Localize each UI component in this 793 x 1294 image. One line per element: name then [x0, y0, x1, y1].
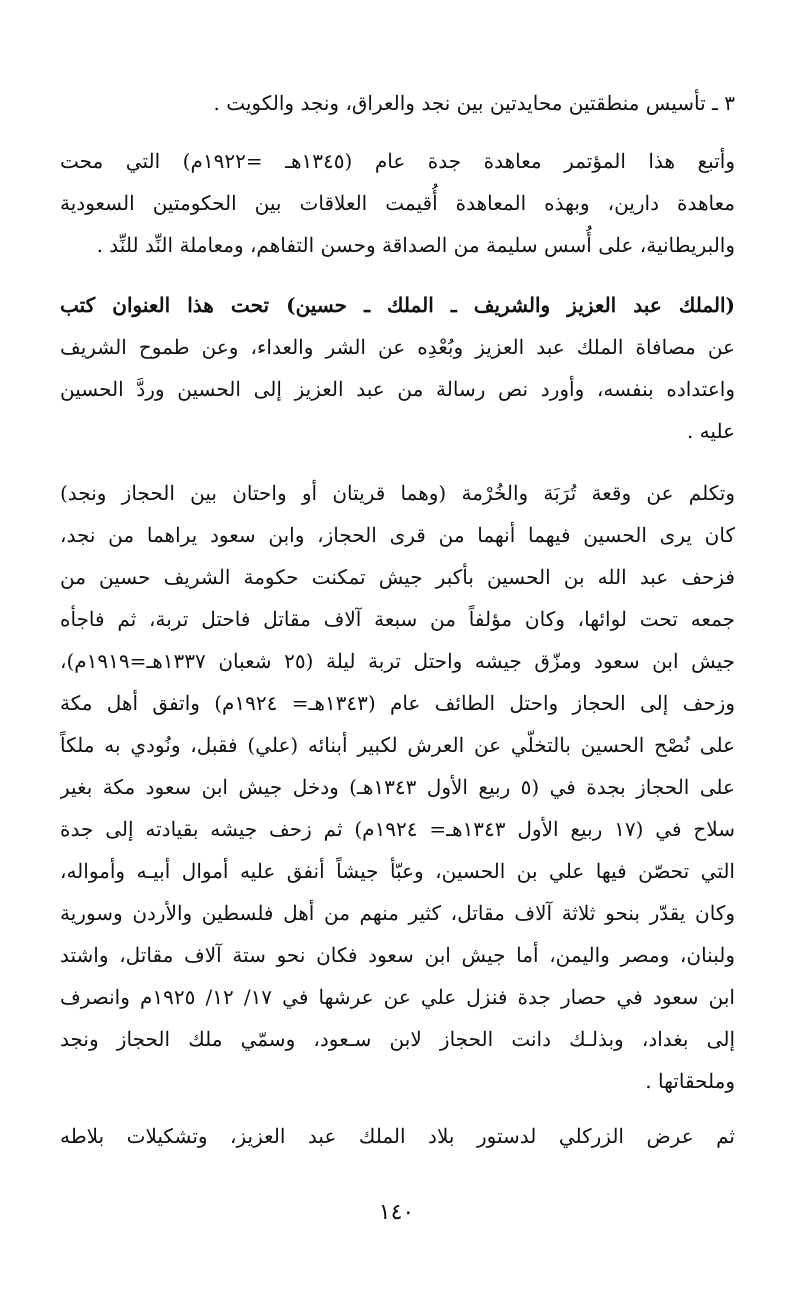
- text-line: ولبنان، ومصر واليمن، أما جيش ابن سعود فكان نحو ستة آلاف مقاتل، واشتد: [60, 943, 735, 967]
- paragraph-turaba-battle: [60, 472, 735, 1102]
- text-line: عليه .: [686, 419, 735, 443]
- text-line: وزحف إلى الحجاز واحتل الطائف عام (١٣٤٣هـ= ١٩٢٤م) واتفق أهل مكة: [60, 691, 735, 715]
- text-line: والبريطانية، على أُسس سليمة من الصداقة وحسن التفاهم، ومعاملة النِّد للنِّد .: [96, 233, 735, 257]
- text-line: على نُصْح الحسين بالتخلّي عن العرش لكبير أبنائه (علي) فقبل، ونُودي به ملكاً: [60, 733, 735, 757]
- text-line: واعتداده بنفسه، وأورد نص رسالة من عبد العزيز إلى الحسين وردَّ الحسين: [60, 377, 735, 401]
- text-line: كان يرى الحسين فيهما أنهما من قرى الحجاز، وابن سعود يراهما من نجد،: [60, 523, 735, 547]
- text-line: إلى بغداد، وبذلـك دانت الحجاز لابن سـعود، وسمّي ملك الحجاز ونجد: [60, 1027, 735, 1051]
- paragraph-constitution: [60, 1115, 735, 1157]
- text-line: عن مصافاة الملك عبد العزيز وبُعْدِه عن الشر والعداء، وعن طموح الشريف: [60, 335, 735, 359]
- text-line: ابن سعود في حصار جدة فنزل علي عن عرشها في ١٧/ ١٢/ ١٩٢٥م وانصرف: [60, 985, 735, 1009]
- text-line: وتكلم عن وقعة تُرَبَة والخُرْمة (وهما قريتان أو واحتان بين الحجاز ونجد): [60, 481, 735, 505]
- page-number: ١٤٠: [378, 1200, 415, 1225]
- paragraph-neutral-zones: [60, 82, 735, 124]
- text-line: (الملك عبد العزيز والشريف ـ الملك ـ حسين) تحت هذا العنوان كتب: [60, 293, 735, 317]
- text-line: التي تحصّن فيها علي بن الحسين، وعبّأ جيشاً أنفق عليه أموال أبيـه وأمواله،: [60, 859, 735, 883]
- text-line: جمعه تحت لوائها، وكان مؤلفاً من سبعة آلاف مقاتل فاحتل تربة، ثم فاجأه: [60, 607, 735, 631]
- paragraph-jeddah-treaty: [60, 140, 735, 266]
- text-line: على الحجاز بجدة في (٥ ربيع الأول ١٣٤٣هـ) ودخل جيش ابن سعود مكة بغير: [60, 775, 735, 799]
- paragraph-king-and-sharif: [60, 284, 735, 452]
- text-line: ٣ ـ تأسيس منطقتين محايدتين بين نجد والعراق، ونجد والكويت .: [213, 91, 735, 115]
- text-line: وكان يقدّر بنحو ثلاثة آلاف مقاتل، كثير منهم من أهل فلسطين والأردن وسورية: [60, 901, 735, 925]
- text-line: معاهدة دارين، وبهذه المعاهدة أُقيمت العلاقات بين الحكومتين السعودية: [60, 191, 735, 215]
- text-line: فزحف عبد الله بن الحسين بأكبر جيش تمكنت حكومة الشريف حسين من: [60, 565, 735, 589]
- text-line: وملحقاتها .: [645, 1069, 735, 1093]
- text-line: سلاح في (١٧ ربيع الأول ١٣٤٣هـ= ١٩٢٤م) ثم زحف جيشه بقيادته إلى جدة: [60, 817, 735, 841]
- text-line: جيش ابن سعود ومزّق جيشه واحتل تربة ليلة (٢٥ شعبان ١٣٣٧هـ=١٩١٩م)،: [60, 649, 735, 673]
- text-line: ثم عرض الزركلي لدستور بلاد الملك عبد العزيز، وتشكيلات بلاطه: [60, 1124, 735, 1148]
- text-line: وأتبع هذا المؤتمر معاهدة جدة عام (١٣٤٥هـ =١٩٢٢م) التي محت: [60, 149, 735, 173]
